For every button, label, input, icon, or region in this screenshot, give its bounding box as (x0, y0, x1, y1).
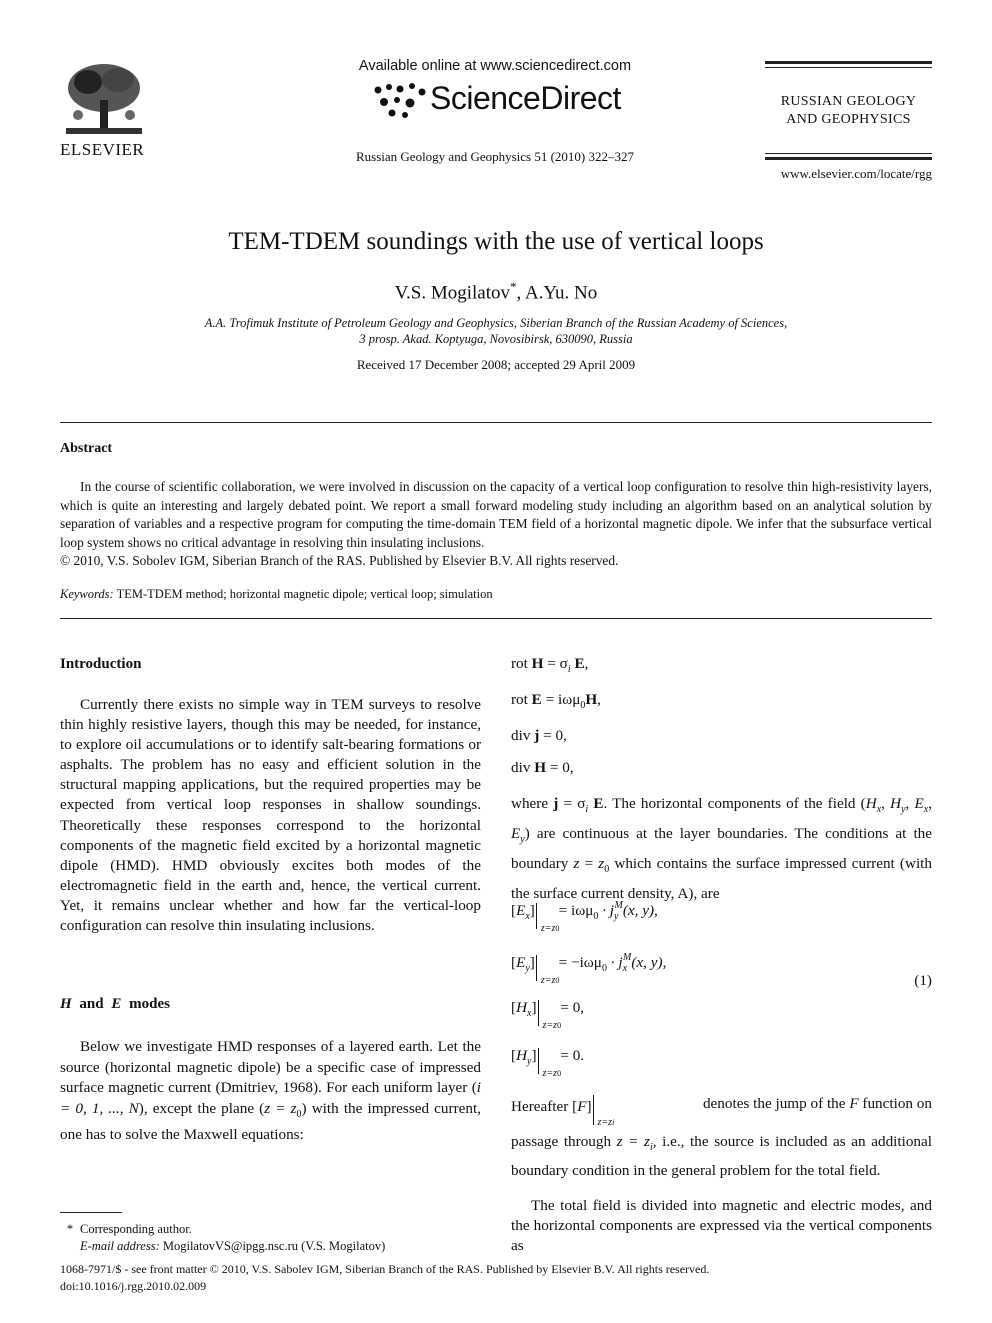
bc2-rhs-sub: 0 (601, 963, 607, 974)
bc1-eval-bar (536, 903, 560, 934)
bc1-rhs: = iωμ (558, 902, 594, 919)
hereafter-F: F (577, 1098, 587, 1115)
affiliation (60, 315, 932, 347)
total-field-paragraph: The total field is divided into magnetic and electric modes, and the horizontal components are expressed via the vertical components as (511, 1197, 932, 1254)
modes-heading-e: E (111, 996, 122, 1012)
footer-doi[interactable]: doi:10.1016/j.rgg.2010.02.009 (60, 1279, 207, 1293)
where-text-1: where (511, 795, 554, 812)
hereafter-eval: z=z (597, 1117, 613, 1128)
passage-z: z = z (616, 1133, 650, 1150)
header-rule-bottom (765, 157, 932, 160)
modes-heading-word: modes (129, 996, 170, 1012)
journal-name-line1: RUSSIAN GEOLOGY (780, 94, 917, 109)
eq1-sub: i (567, 664, 571, 675)
introduction-heading: Introduction (60, 656, 142, 672)
bc4-eval-sub: 0 (557, 1069, 562, 1078)
corresponding-mark[interactable]: * (510, 279, 517, 294)
where-sub: i (585, 804, 589, 815)
eq2-vec: E (531, 691, 542, 708)
eq1-tail: E (574, 655, 585, 672)
eq3-rest: = 0, (539, 727, 567, 744)
bc2-lhs-sub: y (525, 963, 530, 974)
bc2-eval: z=z (540, 975, 556, 986)
passage-text-1: passage through (511, 1133, 617, 1150)
keywords-label: Keywords: (60, 587, 114, 601)
journal-name (765, 93, 932, 129)
maxwell-eq-1: rot $H = \sigma_i$ E, (511, 655, 589, 675)
header-rule-top-thin (765, 67, 932, 68)
affiliation-line1: A.A. Trofimuk Institute of Petroleum Geology and Geophysics, Siberian Branch of the Russian Academy of Sciences, (204, 316, 788, 330)
title-divider (60, 422, 932, 423)
authors (60, 279, 932, 304)
maxwell-eq-4 (511, 759, 574, 777)
eq4-rest: = 0, (546, 759, 574, 776)
maxwell-eq-2: rot E = iωμ$_0$H, (511, 691, 601, 711)
abstract-text (60, 478, 932, 571)
eq2-rest: = iωμ (541, 691, 581, 708)
hereafter-line (511, 1095, 932, 1128)
bc-eq-2: $[E_y]$ z=z0 = $-i\omega\mu_0 \cdot j_x^M(x$, y), (511, 952, 667, 986)
modes-plane: z = z (264, 1099, 297, 1117)
footnote-mark: * (66, 1222, 74, 1236)
footnote-rule (60, 1212, 122, 1213)
bc2-rhs-sup: M (623, 952, 632, 963)
footer-line1: 1068-7971/$ - see front matter © 2010, V.S. Sabolev IGM, Siberian Branch of the RAS. Published by Elsevier B.V. All rights reserved. (60, 1262, 710, 1276)
footnote-line1 (60, 1221, 385, 1238)
author-separator: , (516, 282, 525, 304)
eq3-op: div (511, 727, 531, 744)
keywords-list: TEM-TDEM method; horizontal magnetic dipole; vertical loop; simulation (116, 587, 493, 601)
bc3-eval-bar (538, 1000, 562, 1031)
where-E: E (593, 795, 604, 812)
online-text[interactable]: Available online at www.sciencedirect.com (358, 58, 632, 74)
modes-plane-sub: 0 (296, 1108, 302, 1120)
modes-text-1: Below we investigate HMD responses of a layered earth. Let the source (horizontal magnetic dipole) be a specific case of impressed surface magnetic current (Dmitriev, 1968). For each uniform layer ( (60, 1038, 481, 1097)
sciencedirect-brand: ScienceDirect (430, 80, 621, 116)
bc1-rhs-sub2: y (614, 911, 619, 922)
bc1-lhs: E (516, 902, 526, 919)
hereafter-F2: F (849, 1095, 859, 1112)
bc3-eval: z=z (542, 1020, 558, 1031)
hereafter-text-4: function on (858, 1095, 932, 1112)
modes-index-range: i = 0, 1, ..., N (60, 1079, 481, 1117)
equation-number: (1) (914, 972, 932, 989)
bc4-rhs: = 0. (560, 1047, 585, 1064)
article-title: TEM-TDEM soundings with the use of vertical loops (228, 228, 764, 255)
bc2-rhs: = −iωμ (558, 954, 602, 971)
bc3-rhs: = 0, (560, 999, 585, 1016)
modes-text-2: ), except the plane ( (138, 1099, 265, 1117)
abstract-body: In the course of scientific collaboration, we were involved in discussion on the capacity of a vertical loop configuration to resolve thin high-resistivity layers, which is quite an interesting and largely debated point. We report a small forward modeling study including an algorithm based on an analytical solution by separation of variables and a respective program for computing the time-domain TEM field of a horizontal magnetic dipole. We infer that the subsurface vertical loop system shows no critical advantage in resolving thin insulating inclusions. (60, 479, 932, 550)
received-dates: Received 17 December 2008; accepted 29 April 2009 (356, 357, 636, 372)
eq2-sub: 0 (580, 700, 586, 711)
maxwell-eq-3 (511, 727, 567, 745)
hereafter-eval-sub: i (612, 1118, 615, 1127)
where-j: j (553, 795, 559, 812)
bc1-eval: z=z (540, 923, 556, 934)
bc3-lhs: H (516, 999, 528, 1016)
hereafter-text-1: Hereafter [ (511, 1098, 578, 1115)
modes-heading-and: and (79, 996, 104, 1012)
eq2-tail: H (585, 691, 598, 708)
eq1-vec: H (531, 655, 544, 672)
elsevier-tree-icon (58, 60, 150, 140)
footnote-line2 (60, 1238, 385, 1255)
hereafter-eval-bar (593, 1095, 615, 1128)
journal-citation: Russian Geology and Geophysics 51 (2010) 322–327 (355, 149, 635, 164)
where-text-3: ) are continuous at the layer boundaries. The conditions at the boundary (511, 825, 932, 872)
journal-name-line2: AND GEOPHYSICS (786, 112, 911, 127)
eq4-vec: H (534, 759, 547, 776)
bc3-eval-sub: 0 (557, 1021, 562, 1030)
introduction-body: Currently there exists no simple way in TEM surveys to resolve thin highly resistive layers, though this may be needed, for instance, to explore oil accumulations or to identify salt-bearing formations or asphalts. The problem has no easy and efficient solution in the structural mapping applications, but the required properties may be expected from vertical loop responses in shallow soundings. Theoretically these responses correspond to the horizontal components of the magnetic field excited by a horizontal magnetic dipole (HMD). HMD obviously excites both modes of the electromagnetic field in the earth and, hence, the vertical current. Yet, it remains unclear whether and how far the vertical-loop configuration can resolve thin insulating inclusions. (60, 696, 481, 935)
bc2-rhs-end: (x, y), (631, 954, 667, 971)
affiliation-line2: 3 prosp. Akad. Koptyuga, Novosibirsk, 630090, Russia (359, 332, 633, 346)
passage-sub: i (649, 1142, 653, 1153)
hereafter-text-2: ] (586, 1098, 592, 1115)
footnote (60, 1221, 385, 1255)
bc1-rhs-sup: M (614, 900, 623, 911)
journal-url[interactable]: www.elsevier.com/locate/rgg (780, 166, 932, 181)
eq3-vec: j (534, 727, 540, 744)
bc3-lhs-sub: x (527, 1008, 532, 1019)
modes-text-3: ) with the impressed current, one has to solve the Maxwell equations: (60, 1099, 481, 1144)
bc1-lhs-sub: x (525, 911, 530, 922)
modes-body (60, 1037, 481, 1146)
bc4-lhs: H (516, 1047, 528, 1064)
passage-text-2: , i.e., the source is included as an additional boundary condition in the general problem for the total field. (511, 1133, 932, 1179)
bc2-rhs-sub2: x (622, 963, 628, 974)
eq1-op: rot (511, 655, 528, 672)
eq4-op: div (511, 759, 531, 776)
header-rule-top (765, 61, 932, 64)
keywords (60, 587, 493, 602)
publisher-name: ELSEVIER (60, 140, 145, 159)
footer (60, 1261, 709, 1295)
abstract-copyright: © 2010, V.S. Sobolev IGM, Siberian Branch of the RAS. Published by Elsevier B.V. All rights reserved. (60, 553, 619, 568)
bc4-lhs-sub: y (527, 1056, 532, 1067)
bc1-rhs-tail: · j (598, 902, 615, 919)
email-address[interactable]: MogilatovVS@ipgg.nsc.ru (V.S. Mogilatov) (162, 1239, 386, 1253)
sciencedirect-dots-icon (370, 82, 430, 122)
where-eq: = σ (558, 795, 586, 812)
modes-heading-h: H (60, 996, 72, 1012)
bc2-eval-bar (536, 955, 560, 986)
bc2-lhs: E (516, 954, 526, 971)
bc-eq-3: $[H_x]$ z=z0 = 0, (511, 999, 585, 1031)
header-rule-bottom-thin (765, 153, 932, 154)
author-1[interactable]: V.S. Mogilatov (394, 282, 510, 304)
bc-eq-1: $[E_x]$ z=z0 = $i\omega\mu_0 \cdot j_y^M(x$, y), (511, 900, 658, 934)
bc1-rhs-sub: 0 (593, 911, 599, 922)
modes-heading (60, 996, 170, 1013)
abstract-heading: Abstract (60, 441, 113, 456)
eq1-rest: = σ (543, 655, 568, 672)
footnote-corresponding: Corresponding author. (80, 1222, 192, 1236)
sciencedirect-logo (370, 80, 630, 124)
hereafter-text-3: denotes the jump of the (702, 1095, 850, 1112)
bc-eq-4: $[H_y]$ z=z0 = 0. (511, 1047, 585, 1079)
bc1-eval-sub: 0 (555, 924, 560, 933)
bc4-eval-bar (538, 1048, 562, 1079)
elsevier-logo (58, 60, 150, 160)
bc4-eval: z=z (542, 1068, 558, 1079)
passage-paragraph (511, 1131, 932, 1182)
email-label: E-mail address: (80, 1239, 160, 1253)
eq2-op: rot (511, 691, 528, 708)
bc2-rhs-tail: · j (606, 954, 623, 971)
bc2-eval-sub: 0 (555, 976, 560, 985)
where-text-4: which contains the surface impressed current (with the surface current density, A), are (511, 855, 932, 902)
abstract-divider (60, 618, 932, 619)
author-2[interactable]: A.Yu. No (524, 282, 598, 304)
where-paragraph: where $j = \sigma_i$ E. The horizontal components of the field ($H_x$, $H_y$, $E_x$, $E_y$) are continuous at the layer boundaries. The conditions at the boundary $z = z_0$ which contains the surface impressed current (with the surface current density, A), are (511, 795, 933, 902)
where-text-2: . The horizontal components of the field ( (603, 795, 866, 812)
bc1-rhs-end: (x, y), (622, 902, 658, 919)
